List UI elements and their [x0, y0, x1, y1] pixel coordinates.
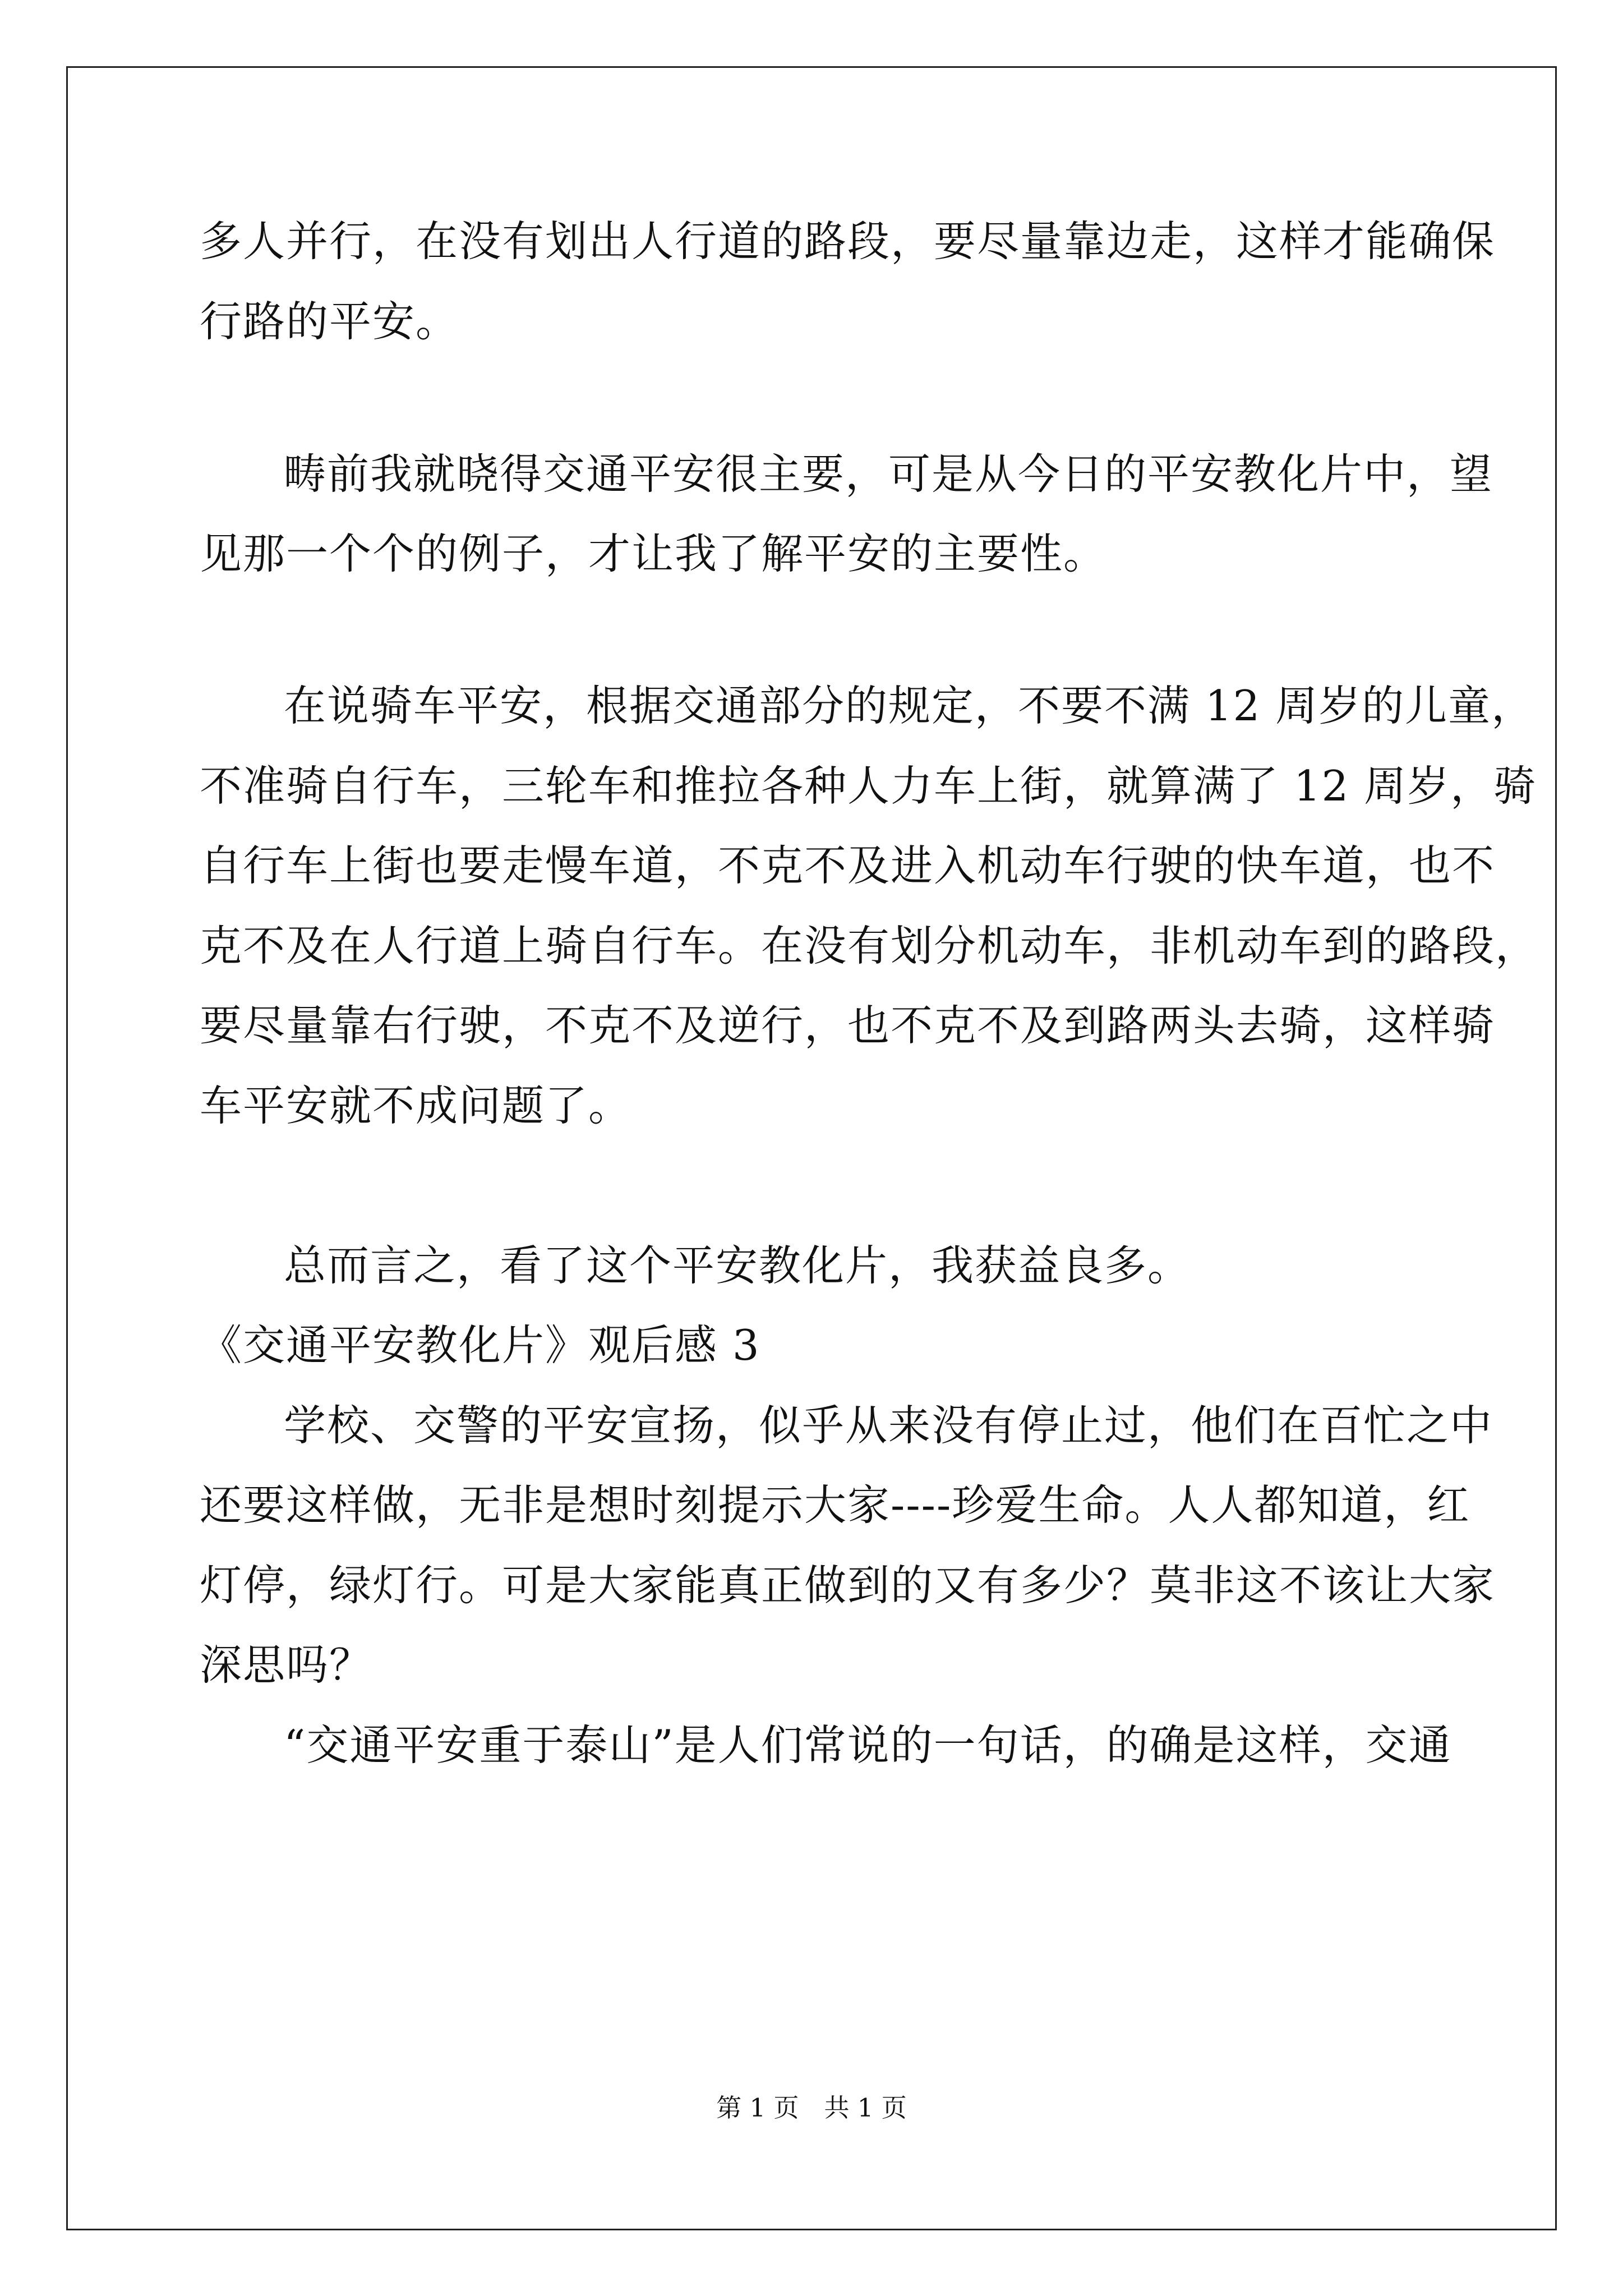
section-heading: 《交通平安教化片》观后感 3	[200, 1320, 760, 1370]
text-line: 见那一个个的例子，才让我了解平安的主要性。	[200, 529, 1107, 578]
text-line: 要尽量靠右行驶，不克不及逆行，也不克不及到路两头去骑，这样骑	[200, 1001, 1496, 1050]
page-footer: 第 1 页 共 1 页	[716, 2093, 907, 2123]
text-line: 车平安就不成问题了。	[200, 1081, 632, 1130]
text-line: 畴前我就晓得交通平安很主要，可是从今日的平安教化片中，望	[284, 449, 1493, 499]
text-line: 总而言之，看了这个平安教化片，我获益良多。	[284, 1241, 1191, 1290]
text-line: 自行车上街也要走慢车道，不克不及进入机动车行驶的快车道，也不	[200, 841, 1496, 890]
text-line: 学校、交警的平安宣扬，似乎从来没有停止过，他们在百忙之中	[284, 1401, 1493, 1450]
text-line: 在说骑车平安，根据交通部分的规定，不要不满 12 周岁的儿童，	[284, 681, 1535, 730]
text-line: 多人并行，在没有划出人行道的路段，要尽量靠边走，这样才能确保	[200, 217, 1496, 266]
text-line: 还要这样做，无非是想时刻提示大家----珍爱生命。人人都知道，红	[200, 1480, 1470, 1530]
text-line: “交通平安重于泰山”是人们常说的一句话，的确是这样，交通	[284, 1720, 1452, 1770]
text-line: 不准骑自行车，三轮车和推拉各种人力车上街，就算满了 12 周岁，骑	[200, 761, 1537, 811]
text-line: 行路的平安。	[200, 297, 459, 346]
text-line: 深思吗？	[200, 1640, 373, 1690]
text-line: 灯停，绿灯行。可是大家能真正做到的又有多少？莫非这不该让大家	[200, 1561, 1496, 1610]
page-border	[66, 66, 1557, 2230]
text-line: 克不及在人行道上骑自行车。在没有划分机动车，非机动车到的路段，	[200, 921, 1539, 970]
